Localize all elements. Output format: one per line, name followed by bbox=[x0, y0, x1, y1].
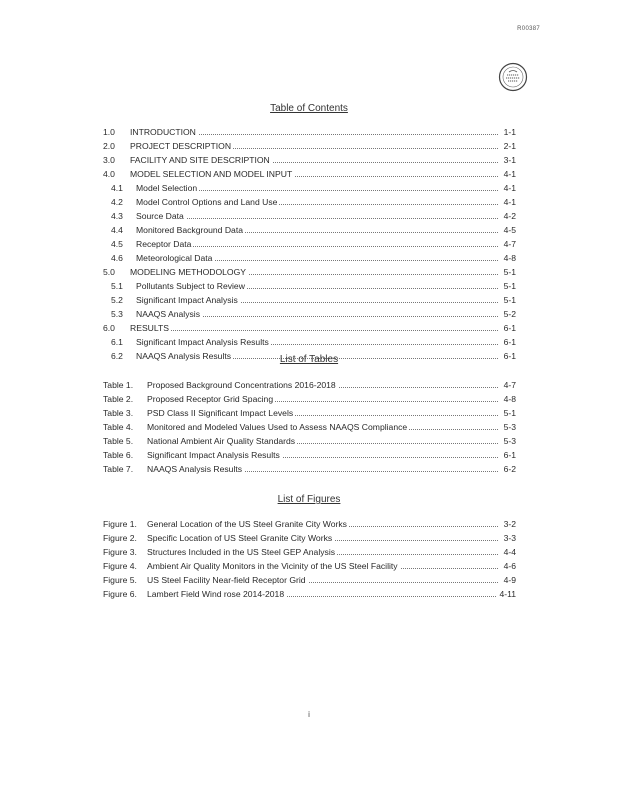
entry-text: PROJECT DESCRIPTION bbox=[130, 141, 232, 151]
entry-text: General Location of the US Steel Granite City Works bbox=[147, 519, 347, 529]
entry-page: 4-2 bbox=[503, 211, 516, 221]
entry-text: Significant Impact Analysis Results bbox=[136, 337, 269, 347]
toc-entry[interactable] bbox=[103, 279, 516, 293]
entry-label bbox=[103, 462, 244, 476]
entry-label bbox=[103, 181, 199, 195]
entry-page: 4-5 bbox=[503, 225, 516, 235]
entry-text: MODEL SELECTION AND MODEL INPUT bbox=[130, 169, 293, 179]
toc-entry[interactable] bbox=[103, 167, 516, 181]
toc-entry[interactable] bbox=[103, 251, 516, 265]
entry-label bbox=[103, 420, 409, 434]
entry-page: 4-9 bbox=[503, 575, 516, 585]
entry-label bbox=[103, 559, 400, 573]
entry-text: PSD Class II Significant Impact Levels bbox=[147, 408, 294, 418]
entry-page: 3-1 bbox=[503, 155, 516, 165]
toc-title: Table of Contents bbox=[270, 103, 348, 114]
entry-page: 6-1 bbox=[503, 351, 516, 361]
entry-label bbox=[103, 251, 214, 265]
entry-number: Table 1. bbox=[103, 380, 134, 390]
figure-entry[interactable] bbox=[103, 545, 516, 559]
entry-text: Significant Impact Analysis Results bbox=[147, 450, 280, 460]
entry-number: Figure 3. bbox=[103, 547, 137, 557]
entry-label bbox=[103, 125, 198, 139]
entry-number: Figure 5. bbox=[103, 575, 137, 585]
entry-page: 4-1 bbox=[503, 197, 516, 207]
entry-text: INTRODUCTION bbox=[130, 127, 196, 137]
entry-number: Table 3. bbox=[103, 408, 134, 418]
entry-number: 5.1 bbox=[111, 281, 123, 291]
entry-label bbox=[103, 237, 193, 251]
entry-number: 6.0 bbox=[103, 323, 115, 333]
entry-label bbox=[103, 279, 247, 293]
list-of-tables-title: List of Tables bbox=[279, 354, 339, 365]
entry-label bbox=[103, 265, 248, 279]
entry-number: 4.5 bbox=[111, 239, 123, 249]
toc-entry[interactable] bbox=[103, 265, 516, 279]
toc-entry[interactable] bbox=[103, 335, 516, 349]
entry-number: Figure 4. bbox=[103, 561, 137, 571]
figures-list bbox=[103, 517, 516, 601]
entry-page: 5-1 bbox=[503, 295, 516, 305]
entry-page: 6-1 bbox=[503, 337, 516, 347]
entry-number: Table 6. bbox=[103, 450, 134, 460]
toc-list bbox=[103, 125, 516, 363]
entry-label bbox=[103, 223, 245, 237]
entry-page: 6-1 bbox=[503, 323, 516, 333]
entry-text: Receptor Data bbox=[136, 239, 192, 249]
toc-entry[interactable] bbox=[103, 181, 516, 195]
entry-text: US Steel Facility Near-field Receptor Grid bbox=[147, 575, 306, 585]
entry-number: 1.0 bbox=[103, 127, 115, 137]
entry-text: MODELING METHODOLOGY bbox=[130, 267, 247, 277]
entry-number: Table 4. bbox=[103, 422, 134, 432]
entry-text: Model Control Options and Land Use bbox=[136, 197, 278, 207]
entry-number: 2.0 bbox=[103, 141, 115, 151]
entry-page: 5-1 bbox=[503, 267, 516, 277]
table-entry[interactable] bbox=[103, 434, 516, 448]
entry-page: 4-8 bbox=[503, 253, 516, 263]
toc-entry[interactable] bbox=[103, 321, 516, 335]
entry-text: Monitored Background Data bbox=[136, 225, 244, 235]
entry-page: 4-8 bbox=[503, 394, 516, 404]
entry-label bbox=[103, 167, 294, 181]
entry-page: 4-7 bbox=[503, 380, 516, 390]
entry-number: Table 7. bbox=[103, 464, 134, 474]
table-entry[interactable] bbox=[103, 392, 516, 406]
entry-page: 4-1 bbox=[503, 183, 516, 193]
entry-page: 6-2 bbox=[503, 464, 516, 474]
toc-entry[interactable] bbox=[103, 209, 516, 223]
entry-label bbox=[103, 517, 349, 531]
toc-entry[interactable] bbox=[103, 125, 516, 139]
entry-text: National Ambient Air Quality Standards bbox=[147, 436, 296, 446]
entry-number: Table 2. bbox=[103, 394, 134, 404]
entry-text: RESULTS bbox=[130, 323, 169, 333]
toc-entry[interactable] bbox=[103, 195, 516, 209]
entry-page: 5-3 bbox=[503, 422, 516, 432]
entry-text: Source Data bbox=[136, 211, 184, 221]
entry-label bbox=[103, 545, 337, 559]
entry-number: Figure 2. bbox=[103, 533, 137, 543]
figure-entry[interactable] bbox=[103, 531, 516, 545]
entry-number: 5.3 bbox=[111, 309, 123, 319]
entry-text: Pollutants Subject to Review bbox=[136, 281, 245, 291]
entry-number: 4.2 bbox=[111, 197, 123, 207]
entry-number: Table 5. bbox=[103, 436, 134, 446]
entry-number: 6.1 bbox=[111, 337, 123, 347]
entry-page: 4-6 bbox=[503, 561, 516, 571]
entry-label bbox=[103, 307, 202, 321]
entry-label bbox=[103, 573, 308, 587]
table-entry[interactable] bbox=[103, 378, 516, 392]
document-id: R00387 bbox=[517, 26, 540, 32]
table-entry[interactable] bbox=[103, 420, 516, 434]
entry-text: Specific Location of US Steel Granite City Works bbox=[147, 533, 333, 543]
tables-list bbox=[103, 378, 516, 476]
entry-text: NAAQS Analysis bbox=[136, 309, 200, 319]
entry-label bbox=[103, 321, 171, 335]
entry-text: Meteorological Data bbox=[136, 253, 213, 263]
entry-number: 6.2 bbox=[111, 351, 123, 361]
entry-page: 1-1 bbox=[503, 127, 516, 137]
entry-label bbox=[103, 153, 272, 167]
table-entry[interactable] bbox=[103, 406, 516, 420]
entry-label bbox=[103, 335, 271, 349]
entry-text: Ambient Air Quality Monitors in the Vicinity of the US Steel Facility bbox=[147, 561, 398, 571]
entry-text: Lambert Field Wind rose 2014-2018 bbox=[147, 589, 285, 599]
toc-entry[interactable] bbox=[103, 307, 516, 321]
entry-page: 5-3 bbox=[503, 436, 516, 446]
entry-page: 4-4 bbox=[503, 547, 516, 557]
entry-number: 4.4 bbox=[111, 225, 123, 235]
entry-number: 4.0 bbox=[103, 169, 115, 179]
table-entry[interactable] bbox=[103, 462, 516, 476]
entry-text: Structures Included in the US Steel GEP Analysis bbox=[147, 547, 336, 557]
entry-label bbox=[103, 406, 295, 420]
entry-label bbox=[103, 378, 338, 392]
entry-label bbox=[103, 349, 233, 363]
toc-entry[interactable] bbox=[103, 139, 516, 153]
entry-label bbox=[103, 293, 240, 307]
entry-label bbox=[103, 195, 279, 209]
toc-entry[interactable] bbox=[103, 223, 516, 237]
entry-text: Model Selection bbox=[136, 183, 198, 193]
entry-number: 4.1 bbox=[111, 183, 123, 193]
entry-page: 3-2 bbox=[503, 519, 516, 529]
entry-text: Proposed Receptor Grid Spacing bbox=[147, 394, 274, 404]
entry-page: 5-1 bbox=[503, 281, 516, 291]
entry-page: 6-1 bbox=[503, 450, 516, 460]
entry-page: 3-3 bbox=[503, 533, 516, 543]
entry-number: 3.0 bbox=[103, 155, 115, 165]
entry-page: 4-7 bbox=[503, 239, 516, 249]
figure-entry[interactable] bbox=[103, 517, 516, 531]
page-number: i bbox=[308, 710, 310, 719]
entry-page: 4-1 bbox=[503, 169, 516, 179]
entry-label bbox=[103, 587, 286, 601]
figure-entry[interactable] bbox=[103, 573, 516, 587]
list-of-figures-title: List of Figures bbox=[277, 494, 341, 505]
entry-text: NAAQS Analysis Results bbox=[136, 351, 232, 361]
entry-number: 5.2 bbox=[111, 295, 123, 305]
entry-number: Figure 6. bbox=[103, 589, 137, 599]
entry-text: Proposed Background Concentrations 2016-2018 bbox=[147, 380, 336, 390]
entry-label bbox=[103, 448, 282, 462]
entry-number: Figure 1. bbox=[103, 519, 137, 529]
entry-page: 2-1 bbox=[503, 141, 516, 151]
entry-label bbox=[103, 434, 297, 448]
entry-label bbox=[103, 139, 233, 153]
entry-number: 4.6 bbox=[111, 253, 123, 263]
entry-page: 4-11 bbox=[499, 589, 516, 599]
table-entry[interactable] bbox=[103, 448, 516, 462]
figure-entry[interactable] bbox=[103, 559, 516, 573]
entry-text: FACILITY AND SITE DESCRIPTION bbox=[130, 155, 270, 165]
entry-page: 5-1 bbox=[503, 408, 516, 418]
entry-text: NAAQS Analysis Results bbox=[147, 464, 243, 474]
entry-number: 4.3 bbox=[111, 211, 123, 221]
entry-page: 5-2 bbox=[503, 309, 516, 319]
toc-entry[interactable] bbox=[103, 237, 516, 251]
seal-stamp-icon bbox=[498, 62, 528, 92]
entry-label bbox=[103, 531, 334, 545]
entry-text: Monitored and Modeled Values Used to Assess NAAQS Compliance bbox=[147, 422, 408, 432]
entry-text: Significant Impact Analysis bbox=[136, 295, 238, 305]
entry-label bbox=[103, 209, 186, 223]
entry-number: 5.0 bbox=[103, 267, 115, 277]
entry-label bbox=[103, 392, 275, 406]
toc-entry[interactable] bbox=[103, 293, 516, 307]
toc-entry[interactable] bbox=[103, 153, 516, 167]
figure-entry[interactable] bbox=[103, 587, 516, 601]
